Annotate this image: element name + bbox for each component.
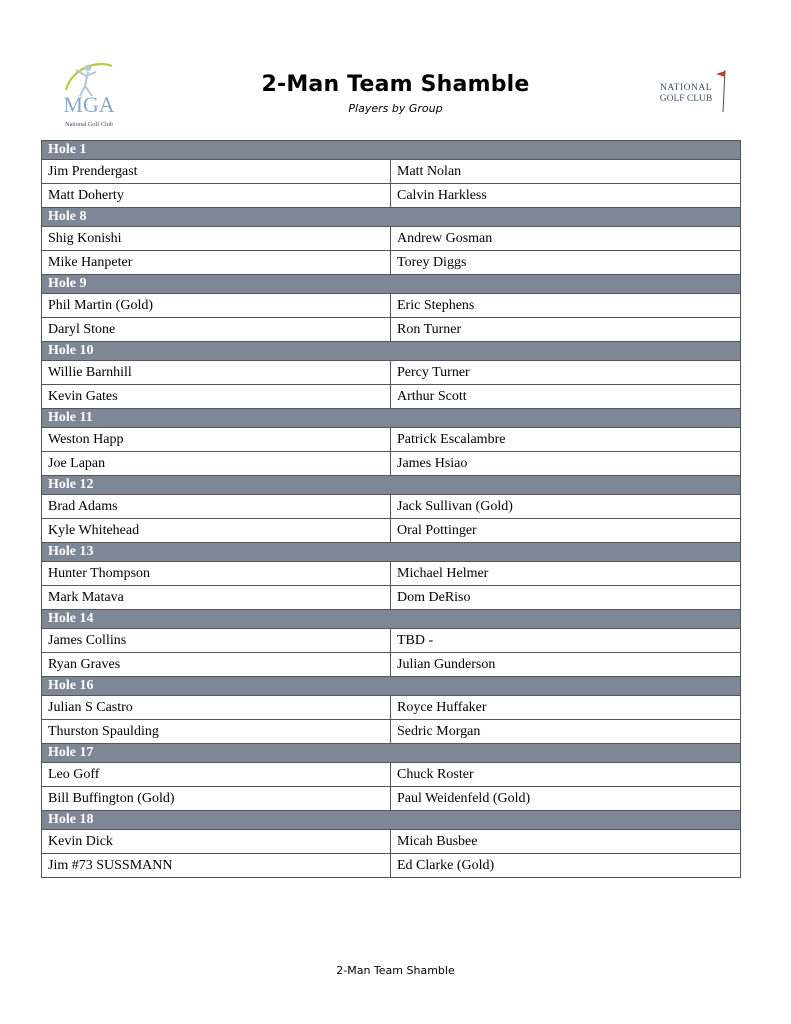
table-row bbox=[42, 495, 740, 519]
table-row bbox=[42, 629, 740, 653]
player-cell-right: Dom DeRiso bbox=[397, 590, 471, 605]
player-cell-left: Kevin Dick bbox=[42, 830, 391, 853]
player-cell-left: Leo Goff bbox=[42, 763, 391, 786]
player-cell-right: Eric Stephens bbox=[397, 298, 475, 313]
table-row bbox=[42, 452, 740, 476]
table-row bbox=[42, 763, 740, 787]
player-cell-right: Chuck Roster bbox=[397, 767, 474, 782]
player-cell-right: Matt Nolan bbox=[397, 164, 462, 179]
page-subtitle: Players by Group bbox=[348, 102, 443, 115]
player-cell-right: Michael Helmer bbox=[397, 566, 489, 581]
player-cell-right: Andrew Gosman bbox=[397, 231, 493, 246]
page-title: 2-Man Team Shamble bbox=[261, 72, 530, 97]
group-header: Hole 8 bbox=[42, 208, 740, 227]
table-row bbox=[42, 184, 740, 208]
player-cell-left: Thurston Spaulding bbox=[42, 720, 391, 743]
player-cell-right: Percy Turner bbox=[397, 365, 470, 380]
page-footer: 2-Man Team Shamble bbox=[336, 964, 455, 977]
player-cell-right: TBD - bbox=[397, 633, 434, 648]
player-cell-left: Mike Hanpeter bbox=[42, 251, 391, 274]
player-cell-left: Willie Barnhill bbox=[42, 361, 391, 384]
player-cell-right: Oral Pottinger bbox=[397, 523, 477, 538]
player-cell-left: Weston Happ bbox=[42, 428, 391, 451]
table-row bbox=[42, 720, 740, 744]
player-cell-right: Arthur Scott bbox=[397, 389, 467, 404]
table-row bbox=[42, 562, 740, 586]
group-header: Hole 17 bbox=[42, 744, 740, 763]
player-cell-right: Royce Huffaker bbox=[397, 700, 487, 715]
player-cell-right: Jack Sullivan (Gold) bbox=[397, 499, 513, 514]
flag-icon bbox=[716, 71, 725, 77]
group-header: Hole 9 bbox=[42, 275, 740, 294]
table-row bbox=[42, 385, 740, 409]
mga-letters: MGA bbox=[63, 92, 115, 117]
player-cell-right: Micah Busbee bbox=[397, 834, 478, 849]
group-header: Hole 18 bbox=[42, 811, 740, 830]
player-cell-right: Julian Gunderson bbox=[397, 657, 496, 672]
mga-caption: National Golf Club bbox=[65, 121, 113, 128]
player-cell-left: Phil Martin (Gold) bbox=[42, 294, 391, 317]
table-row bbox=[42, 696, 740, 720]
group-header: Hole 14 bbox=[42, 610, 740, 629]
group-header: Hole 12 bbox=[42, 476, 740, 495]
table-row bbox=[42, 519, 740, 543]
player-cell-right: Sedric Morgan bbox=[397, 724, 481, 739]
table-row bbox=[42, 227, 740, 251]
group-header: Hole 10 bbox=[42, 342, 740, 361]
player-cell-right: Paul Weidenfeld (Gold) bbox=[397, 791, 531, 806]
table-row bbox=[42, 294, 740, 318]
table-row bbox=[42, 830, 740, 854]
player-cell-left: Brad Adams bbox=[42, 495, 391, 518]
player-cell-left: James Collins bbox=[42, 629, 391, 652]
group-header: Hole 13 bbox=[42, 543, 740, 562]
table-row bbox=[42, 787, 740, 811]
group-header: Hole 16 bbox=[42, 677, 740, 696]
player-cell-left: Shig Konishi bbox=[42, 227, 391, 250]
player-cell-right: Patrick Escalambre bbox=[397, 432, 506, 447]
groups-table bbox=[41, 140, 741, 878]
player-cell-left: Kevin Gates bbox=[42, 385, 391, 408]
player-cell-right: Calvin Harkless bbox=[397, 188, 487, 203]
table-row bbox=[42, 854, 740, 878]
player-cell-left: Kyle Whitehead bbox=[42, 519, 391, 542]
page-header bbox=[0, 0, 791, 140]
group-header: Hole 1 bbox=[42, 141, 740, 160]
player-cell-left: Joe Lapan bbox=[42, 452, 391, 475]
ngc-line2: GOLF CLUB bbox=[659, 94, 713, 104]
player-cell-left: Matt Doherty bbox=[42, 184, 391, 207]
player-cell-left: Jim Prendergast bbox=[42, 160, 391, 183]
player-cell-left: Mark Matava bbox=[42, 586, 391, 609]
national-golf-club-logo bbox=[652, 68, 734, 114]
player-cell-left: Jim #73 SUSSMANN bbox=[42, 854, 391, 877]
player-cell-left: Julian S Castro bbox=[42, 696, 391, 719]
table-row bbox=[42, 653, 740, 677]
player-cell-left: Daryl Stone bbox=[42, 318, 391, 341]
player-cell-right: James Hsiao bbox=[397, 456, 468, 471]
player-cell-left: Ryan Graves bbox=[42, 653, 391, 676]
player-cell-right: Ed Clarke (Gold) bbox=[397, 858, 495, 873]
table-row bbox=[42, 361, 740, 385]
table-row bbox=[42, 318, 740, 342]
group-header: Hole 11 bbox=[42, 409, 740, 428]
player-cell-left: Hunter Thompson bbox=[42, 562, 391, 585]
player-cell-left: Bill Buffington (Gold) bbox=[42, 787, 391, 810]
player-cell-right: Ron Turner bbox=[397, 322, 462, 337]
ngc-line1: NATIONAL bbox=[659, 83, 713, 93]
table-row bbox=[42, 251, 740, 275]
player-cell-right: Torey Diggs bbox=[397, 255, 467, 270]
table-row bbox=[42, 428, 740, 452]
table-row bbox=[42, 586, 740, 610]
table-row bbox=[42, 160, 740, 184]
